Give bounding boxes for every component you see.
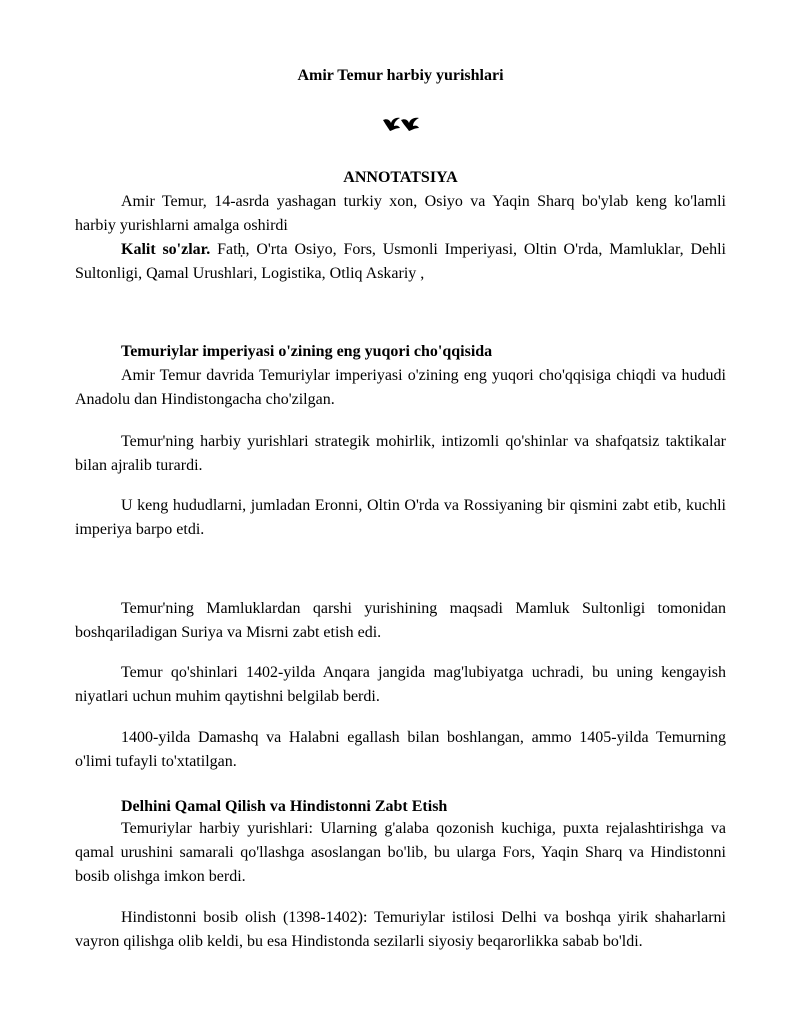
paragraph: Temur'ning harbiy yurishlari strategik mohirlik, intizomli qo'shinlar va shafqatsiz taktikalar bilan ajralib turardi.: [75, 433, 726, 474]
birds-ornament: [75, 114, 726, 136]
section3-paragraph-1: [75, 817, 726, 889]
paragraph: Temur qo'shinlari 1402-yilda Anqara jangida mag'lubiyatga uchradi, bu uning kengayish niyatlari uchun muhim qaytishni belgilab berdi.: [75, 664, 726, 705]
section2-paragraph-1: [75, 597, 726, 645]
paragraph: U keng hududlarni, jumladan Eronni, Oltin O'rda va Rossiyaning bir qismini zabt etib, kuchli imperiya barpo etdi.: [75, 497, 726, 538]
section3-paragraph-2: [75, 906, 726, 954]
paragraph: Temuriylar harbiy yurishlari: Ularning g'alaba qozonish kuchiga, puxta rejalashtirishga va qamal urushini samarali qo'llashga asoslangan bo'lib, bu ularga Fors, Yaqin Sharq va Hindistonni bosib olishga imkon berdi.: [75, 820, 726, 885]
paragraph: Amir Temur davrida Temuriylar imperiyasi o'zining eng yuqori cho'qqisiga chiqdi va hududi Anadolu dan Hindistongacha cho'zilgan.: [75, 367, 726, 408]
section2-paragraph-2: [75, 661, 726, 709]
paragraph: Temur'ning Mamluklardan qarshi yurishining maqsadi Mamluk Sultonligi tomonidan boshqariladigan Suriya va Misrni zabt etish edi.: [75, 600, 726, 641]
keywords-paragraph: [75, 238, 726, 286]
section-heading-delhi-siege: Delhini Qamal Qilish va Hindistonni Zabt Etish: [121, 798, 448, 815]
birds-ornament-icon: [381, 114, 421, 134]
section-heading-empire-peak: Temuriylar imperiyasi o'zining eng yuqori cho'qqisida: [121, 343, 493, 360]
section1-paragraph-2: [75, 430, 726, 478]
keywords-label: Kalit so'zlar.: [121, 241, 211, 258]
annotation-heading: ANNOTATSIYA: [343, 169, 458, 186]
section2-paragraph-3: [75, 726, 726, 774]
annotation-text: Amir Temur, 14-asrda yashagan turkiy xon, Osiyo va Yaqin Sharq bo'ylab keng ko'lamli harbiy yurishlarni amalga oshirdi: [75, 193, 726, 234]
document-title: Amir Temur harbiy yurishlari: [297, 67, 504, 84]
keywords-list: Fatḥ, O'rta Osiyo, Fors, Usmonli Imperiyasi, Oltin O'rda, Mamluklar, Dehli Sultonligi, Qamal Urushlari, Logistika, Otliq Askariy ,: [75, 241, 727, 282]
paragraph: Hindistonni bosib olish (1398-1402): Temuriylar istilosi Delhi va boshqa yirik shaharlarni vayron qilishga olib keldi, bu esa Hindistonda sezilarli siyosiy beqarorlikka sabab bo'ldi.: [75, 909, 726, 950]
section1-paragraph-1: [75, 364, 726, 412]
annotation-block: [75, 190, 726, 286]
paragraph: 1400-yilda Damashq va Halabni egallash bilan boshlangan, ammo 1405-yilda Temurning o'limi tufayli to'xtatilgan.: [75, 729, 726, 770]
section1-paragraph-3: [75, 494, 726, 542]
